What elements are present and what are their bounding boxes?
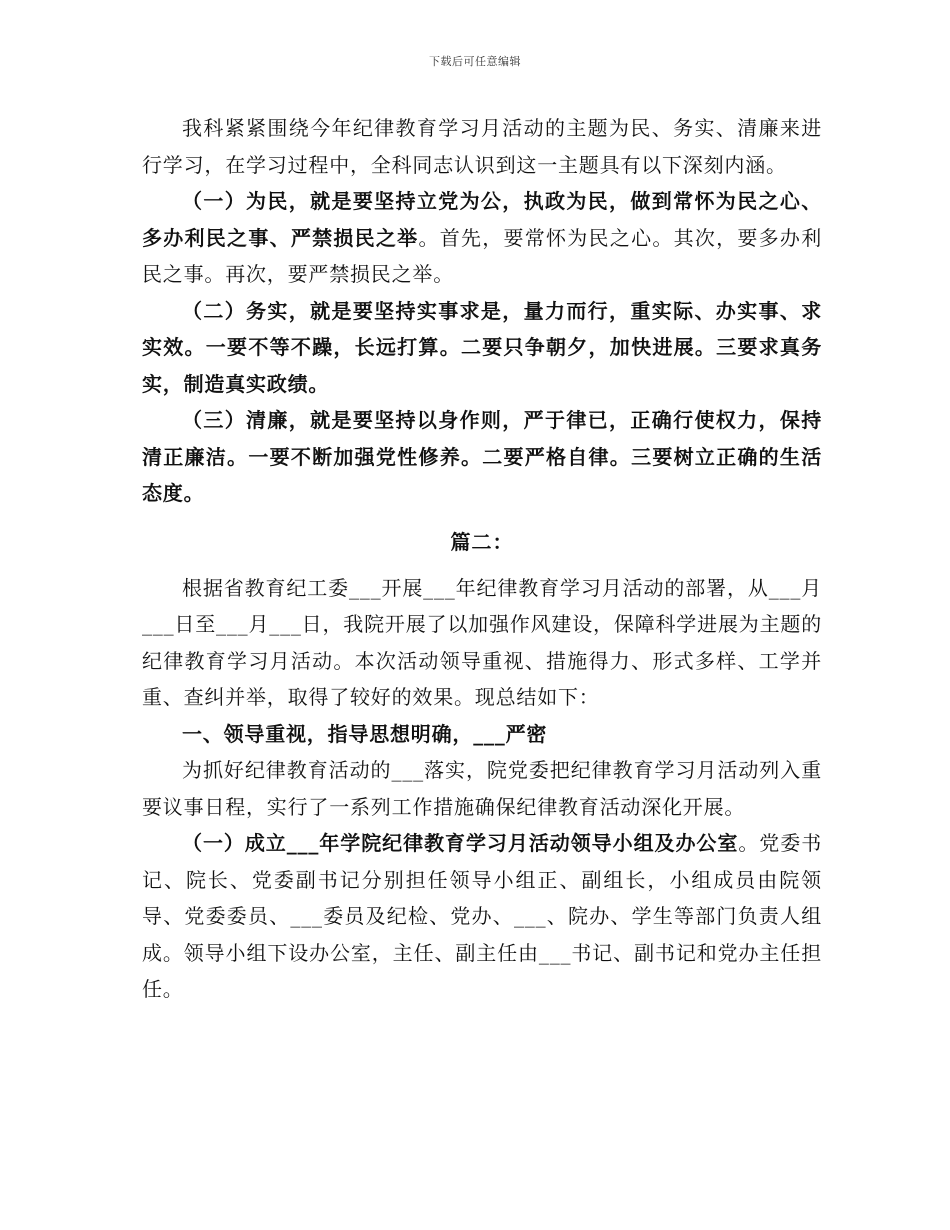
part2-para1: 为抓好纪律教育活动的___落实，院党委把纪律教育学习月活动列入重要议事日程，实行了一系列工作措施确保纪律教育活动深化开展。: [142, 758, 822, 819]
part2-intro: 根据省教育纪工委___开展___年纪律教育学习月活动的部署，从___月___日至___月___日，我院开展了以加强作风建设，保障科学进展为主题的纪律教育学习月活动。本次活动领导重视、措施得力、形式多样、工学并重、查纠并举，取得了较好的效果。现总结如下：: [142, 575, 822, 709]
section-title: 篇二：: [450, 529, 514, 554]
document-body: [142, 110, 822, 1008]
part1-intro: 我科紧紧围绕今年纪律教育学习月活动的主题为民、务实、清廉来进行学习，在学习过程中，全科同志认识到这一主题具有以下深刻内涵。: [142, 116, 822, 177]
part1-item1-bold: （一）为民，就是要坚持立党为公，执政为民，做到常怀为民之心、多办利民之事、严禁损民之举: [142, 189, 822, 250]
part1-item1-rest: 。首先，要常怀为民之心。其次，要多办利民之事。再次，要严禁损民之举。: [142, 225, 822, 286]
part2-sub1-rest: 。党委书记、院长、党委副书记分别担任领导小组正、副组长，小组成员由院领导、党委委员、___委员及纪检、党办、___、院办、学生等部门负责人组成。领导小组下设办公室，主任、副主任由___书记、副书记和党办主任担任。: [142, 831, 822, 1001]
part1-item3: （三）清廉，就是要坚持以身作则，严于律已，正确行使权力，保持清正廉洁。一要不断加强党性修养。二要严格自律。三要树立正确的生活态度。: [142, 408, 822, 505]
part1-item2: （二）务实，就是要坚持实事求是，量力而行，重实际、办实事、求实效。一要不等不躁，长远打算。二要只争朝夕，加快进展。三要求真务实，制造真实政绩。: [142, 298, 822, 396]
part2-sub1-bold: （一）成立___年学院纪律教育学习月活动领导小组及办公室: [182, 831, 739, 855]
page-header: 下载后可任意编辑: [429, 55, 521, 68]
part2-heading1: 一、领导重视，指导思想明确，___严密: [182, 721, 548, 746]
part1-item1: [142, 183, 822, 293]
part2-sub1: [142, 825, 822, 1008]
